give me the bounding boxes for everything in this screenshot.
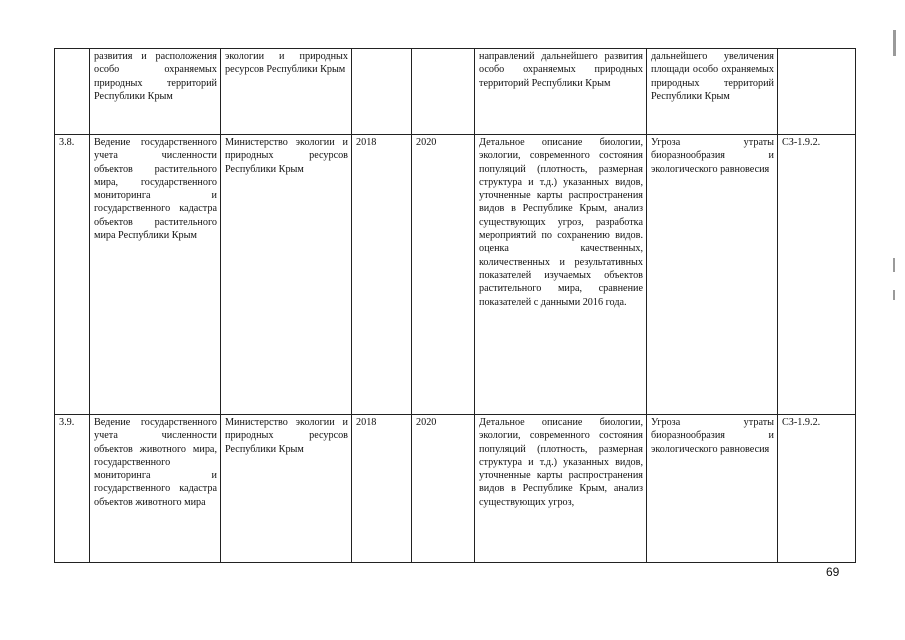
- cell-content: Детальное описание биологии, экологии, современного состояния популяций (плотность, размерная структура и т.д.) указанных видов, уточненные карты распространения видов в Республике Крым, анализ существующих угроз,: [475, 415, 647, 563]
- cell-code: [778, 49, 856, 135]
- cell-content: Детальное описание биологии, экологии, современного состояния популяций (плотность, размерная структура и т.д.) указанных видов, уточненные карты распространения видов в Республике Крым, анализ существующих угроз, разработка мероприятий по сохранению видов. оценка качественных, количественных и результативных показателей изучаемых объектов растительного мира, сравнение показателей с данными 2016 года.: [475, 135, 647, 415]
- cell-end-year: [412, 49, 475, 135]
- cell-content: направлений дальнейшего развития особо охраняемых природных территорий Республики Крым: [475, 49, 647, 135]
- cell-end-year: 2020: [412, 135, 475, 415]
- cell-measure-name: Ведение государственного учета численности объектов растительного мира, государственного мониторинга и государственного кадастра объектов растительного мира Республики Крым: [90, 135, 221, 415]
- cell-number: [55, 49, 90, 135]
- table-row: [55, 49, 856, 135]
- cell-measure-name: Ведение государственного учета численности объектов животного мира, государственного мониторинга и государственного кадастра объектов животного мира: [90, 415, 221, 563]
- table-row: [55, 415, 856, 563]
- table-body: [55, 49, 856, 563]
- scan-edge-mark: [893, 30, 896, 56]
- cell-risk: Угроза утраты биоразнообразия и экологического равновесия: [647, 135, 778, 415]
- cell-executor: экологии и природных ресурсов Республики Крым: [221, 49, 352, 135]
- cell-start-year: 2018: [352, 135, 412, 415]
- cell-code: СЗ-1.9.2.: [778, 415, 856, 563]
- table-row: [55, 135, 856, 415]
- cell-measure-name: развития и расположения особо охраняемых природных территорий Республики Крым: [90, 49, 221, 135]
- cell-end-year: 2020: [412, 415, 475, 563]
- cell-start-year: 2018: [352, 415, 412, 563]
- cell-start-year: [352, 49, 412, 135]
- cell-code: СЗ-1.9.2.: [778, 135, 856, 415]
- scan-edge-mark: [893, 290, 895, 300]
- measures-table: [54, 48, 856, 563]
- cell-number: 3.8.: [55, 135, 90, 415]
- cell-number: 3.9.: [55, 415, 90, 563]
- scan-edge-mark: [893, 258, 895, 272]
- cell-risk: Угроза утраты биоразнообразия и экологического равновесия: [647, 415, 778, 563]
- cell-risk: дальнейшего увеличения площади особо охраняемых природных территорий Республики Крым: [647, 49, 778, 135]
- page-number: 69: [826, 565, 840, 579]
- cell-executor: Министерство экологии и природных ресурсов Республики Крым: [221, 135, 352, 415]
- cell-executor: Министерство экологии и природных ресурсов Республики Крым: [221, 415, 352, 563]
